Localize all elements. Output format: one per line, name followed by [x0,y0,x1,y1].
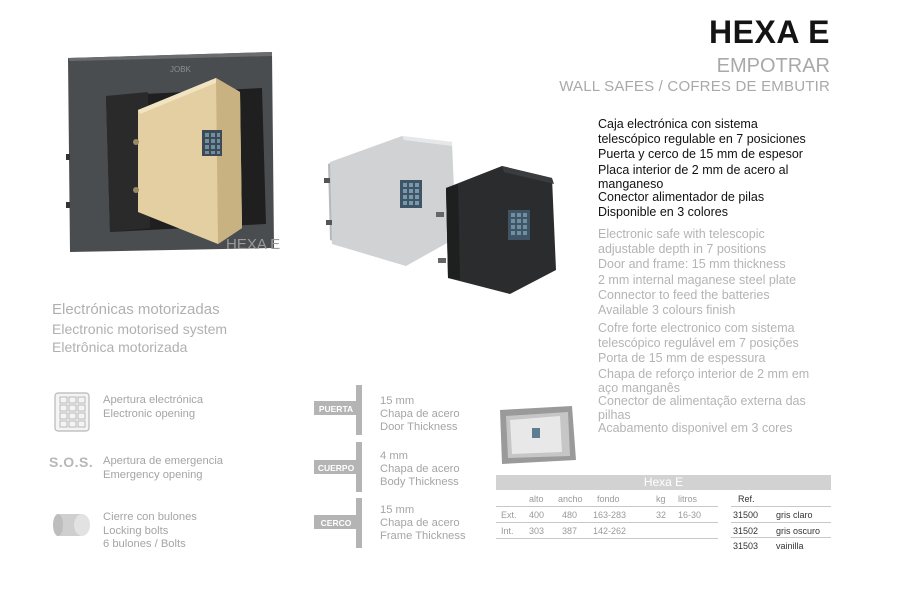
feature-line: Apertura de emergencia [103,455,224,467]
description-pt-line: Cofre forte electronico com sistema [598,321,795,335]
keypad-icon [52,392,92,432]
column-header: litros [678,494,698,504]
door-tag: PUERTA [318,404,354,414]
page-subtitle: EMPOTRAR [716,55,830,77]
ref-code: 31503 [733,541,759,551]
ref-color: vainilla [776,541,804,551]
description-en-line: adjustable depth in 7 positions [598,242,767,257]
system-category [52,301,227,357]
frame-thickness-icon [312,498,372,548]
sos-icon: S.O.S. [49,454,94,470]
column-header: ancho [558,494,583,504]
feature-line: Apertura electrónica [103,394,204,406]
description-en-line: Door and frame: 15 mm thickness [598,257,786,272]
row-label: Int. [501,526,514,536]
thickness-line: Chapa de acero [380,517,460,530]
spec-table-title: Hexa E [496,475,831,490]
description-es-line: manganeso [598,176,664,191]
description-es-line: Placa interior de 2 mm de acero al [598,162,789,177]
thickness-line: 4 mm [380,450,408,462]
door-thickness-icon [312,385,372,435]
description-pt-line: Acabamento disponivel em 3 cores [598,421,793,436]
frame-tag: CERCO [320,518,352,528]
description-es-line: Puerta y cerco de 15 mm de espesor [598,147,803,162]
column-header: Ref. [738,494,755,504]
spec-table [496,490,831,552]
product-category-line: WALL SAFES / COFRES DE EMBUTIR [559,78,830,95]
ref-code: 31500 [733,510,759,520]
description-en-line: 2 mm internal maganese steel plate [598,272,797,287]
description-pt-line: aço manganês [598,380,681,395]
description-pt-line: pilhas [598,408,631,423]
ref-color: gris claro [776,510,813,520]
row-label: Ext. [501,510,517,520]
table-cell: 387 [562,526,578,536]
description-pt-line: Conector de alimentação externa das [598,393,806,408]
product-photo-colors [318,128,568,294]
description-en-line: Available 3 colours finish [598,303,736,318]
product-photo-main [66,52,276,254]
description-es [598,117,838,220]
ref-code: 31502 [733,526,759,536]
description-es-line: Disponible en 3 colores [598,205,728,220]
body-tag: CUERPO [317,463,355,473]
table-cell: 16-30 [678,510,702,520]
description-en-line: Electronic safe with telescopic [598,227,765,241]
description-es-line: Caja electrónica con sistema [598,117,758,131]
product-photo-small [498,404,578,466]
description-pt-line: Porta de 15 mm de espessura [598,351,766,366]
feature-line: 6 bulones / Bolts [103,538,186,550]
thickness-line: Door Thickness [380,421,458,434]
feature-electronic-opening [103,394,203,421]
photo-caption: HEXA E [226,236,281,253]
description-pt-line: telescópico regulável em 7 posições [598,336,799,351]
table-cell: 400 [529,510,545,520]
page-title: HEXA E [709,14,830,50]
frame-thickness-text [380,504,466,544]
thickness-line: 15 mm [380,395,415,407]
thickness-line: Body Thickness [380,476,459,489]
feature-emergency-opening [103,455,223,482]
feature-locking-bolts [103,511,197,552]
category-line: Electrónicas motorizadas [52,301,220,318]
thickness-line: Chapa de acero [380,408,460,421]
description-pt-line: Chapa de reforço interior de 2 mm em [598,366,810,381]
feature-line: Cierre con bulones [103,511,197,523]
brand-mark: JOBK [170,65,191,74]
column-header: kg [656,494,666,504]
description-pt [598,321,838,436]
table-cell: 32 [656,510,667,520]
thickness-line: Chapa de acero [380,463,460,476]
body-thickness-icon [312,442,372,492]
table-cell: 303 [529,526,545,536]
door-thickness-text [380,395,460,435]
description-es-line: telescópico regulable en 7 posiciones [598,132,806,147]
feature-line: Locking bolts [103,524,169,537]
feature-line: Emergency opening [103,468,203,481]
description-es-line: Conector alimentador de pilas [598,189,765,204]
table-cell: 142-262 [593,526,627,536]
body-thickness-text [380,450,460,490]
feature-line: Electronic opening [103,407,196,420]
table-cell: 480 [562,510,578,520]
category-line: Electronic motorised system [52,320,228,337]
bolt-icon [52,506,92,546]
column-header: fondo [597,494,620,504]
table-cell: 163-283 [593,510,627,520]
thickness-line: Frame Thickness [380,530,466,543]
category-line: Eletrônica motorizada [52,339,188,355]
description-en [598,227,838,318]
ref-color: gris oscuro [776,526,821,536]
column-header: alto [529,494,544,504]
thickness-line: 15 mm [380,504,415,516]
description-en-line: Connector to feed the batteries [598,287,770,302]
